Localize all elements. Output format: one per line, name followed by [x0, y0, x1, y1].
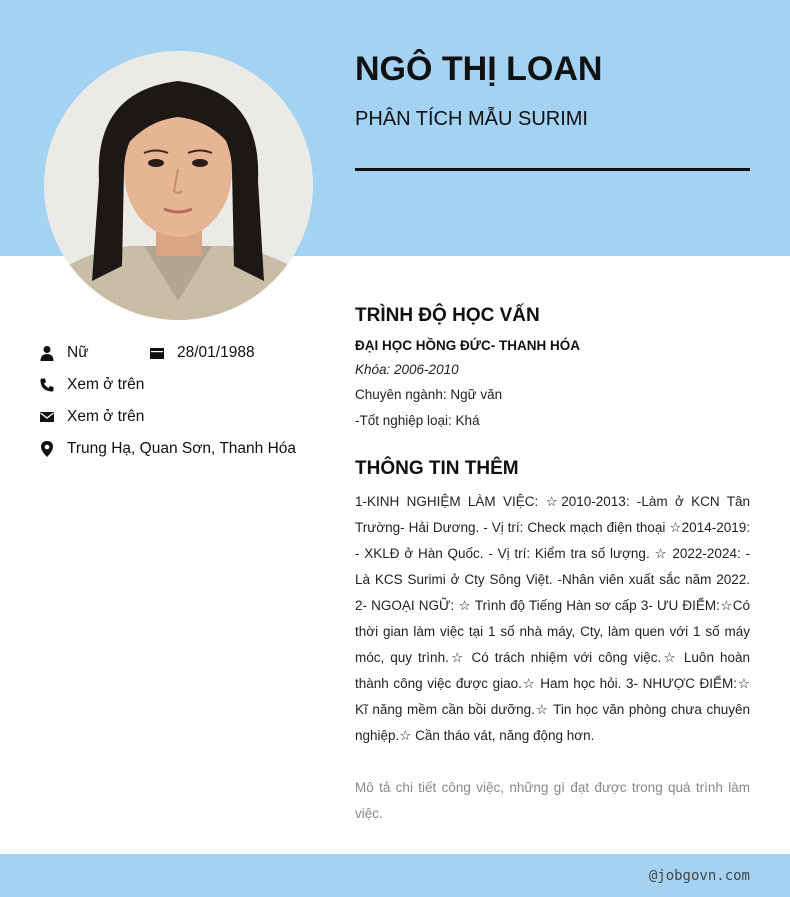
education-heading: TRÌNH ĐỘ HỌC VẤN [355, 305, 540, 326]
title-divider [355, 168, 750, 171]
education-school: ĐẠI HỌC HỒNG ĐỨC- THANH HÓA [355, 338, 580, 353]
additional-info-body: 1-KINH NGHIỆM LÀM VIỆC: ☆2010-2013: -Làm ở KCN Tân Trường- Hải Dương. - Vị trí: Check mạch điện thoại ☆2014-2019: - XKLĐ ở Hàn Quốc. - Vị trí: Kiểm tra số lượng. ☆ 2022-2024: - Là KCS Surimi ở Cty Sông Việt. -Nhân viên xuất sắc năm 2022. 2- NGOẠI NGỮ: ☆ Trình độ Tiếng Hàn sơ cấp 3- ƯU ĐIỂM:☆Có thời gian làm việc tại 1 số nhà máy, Cty, làm quen với 1 số máy móc, quy trình.☆ Có trách nhiệm với công việc.☆ Luôn hoàn thành công việc được giao.☆ Ham học hỏi. 3- NHƯỢC ĐIỂM:☆ Kĩ năng mềm cần bồi dưỡng.☆ Tin học văn phòng chưa chuyên nghiệp.☆ Cần tháo vát, năng động hơn. [355, 494, 750, 743]
email-value: Xem ở trên [67, 408, 145, 425]
avatar [44, 51, 313, 320]
phone-icon [38, 376, 56, 394]
contact-birthday [148, 341, 255, 365]
additional-info-heading: THÔNG TIN THÊM [355, 458, 519, 479]
mail-icon [38, 408, 56, 426]
contact-phone [38, 373, 144, 397]
birthday-value: 28/01/1988 [177, 344, 255, 361]
contact-email [38, 405, 144, 429]
education-major: Chuyên ngành: Ngữ văn [355, 387, 503, 402]
job-title: PHÂN TÍCH MẪU SURIMI [355, 108, 588, 130]
contact-address [38, 437, 296, 461]
education-grade: -Tốt nghiệp loại: Khá [355, 413, 480, 428]
candidate-name: NGÔ THỊ LOAN [355, 50, 603, 88]
gender-value: Nữ [67, 344, 89, 361]
calendar-icon [148, 344, 166, 362]
location-pin-icon [38, 440, 56, 458]
avatar-photo-illustration [44, 51, 313, 320]
education-period: Khóa: 2006-2010 [355, 362, 459, 377]
phone-value: Xem ở trên [67, 376, 145, 393]
additional-info-note: Mô tả chi tiết công việc, những gì đạt được trong quá trình làm việc. [355, 780, 750, 821]
address-value: Trung Hạ, Quan Sơn, Thanh Hóa [67, 440, 297, 457]
contact-gender [38, 341, 89, 365]
person-icon [38, 344, 56, 362]
footer-watermark: @jobgovn.com [648, 868, 750, 884]
